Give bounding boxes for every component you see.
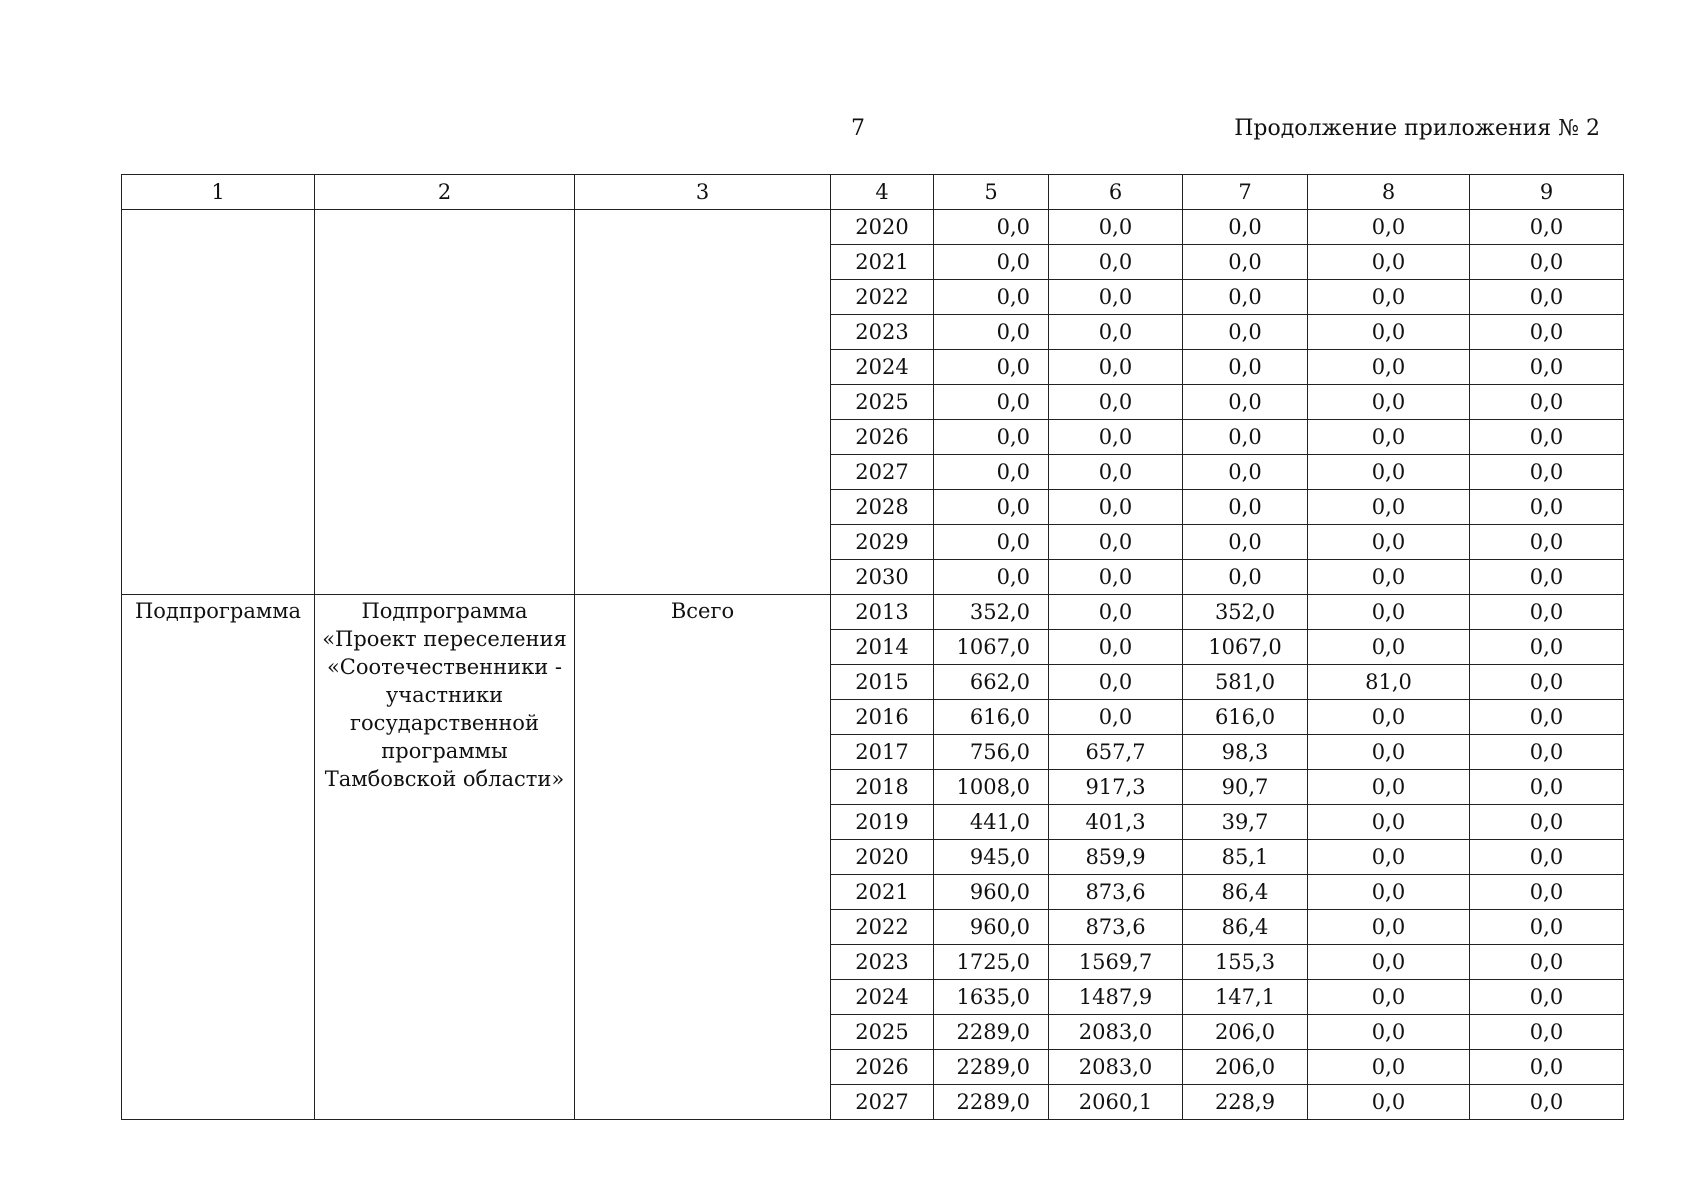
value-cell: 0,0 — [1308, 980, 1470, 1015]
value-cell: 0,0 — [1308, 945, 1470, 980]
value-cell: 0,0 — [1470, 875, 1624, 910]
value-cell: 0,0 — [1470, 210, 1624, 245]
total-cell: 616,0 — [934, 700, 1049, 735]
value-cell: 0,0 — [1049, 525, 1183, 560]
value-cell: 0,0 — [1308, 875, 1470, 910]
value-cell: 0,0 — [1049, 210, 1183, 245]
value-cell: 2060,1 — [1049, 1085, 1183, 1120]
year-cell: 2014 — [831, 630, 934, 665]
value-cell: 0,0 — [1470, 805, 1624, 840]
year-cell: 2029 — [831, 525, 934, 560]
column-header: 9 — [1470, 175, 1624, 210]
value-cell: 0,0 — [1049, 280, 1183, 315]
row-group-name: Подпрограмма «Проект переселения «Соотечественники - участники государственной программы Тамбовской области» — [315, 595, 575, 1120]
value-cell: 0,0 — [1470, 735, 1624, 770]
total-cell: 2289,0 — [934, 1085, 1049, 1120]
total-cell: 1725,0 — [934, 945, 1049, 980]
year-cell: 2019 — [831, 805, 934, 840]
year-cell: 2023 — [831, 945, 934, 980]
year-cell: 2015 — [831, 665, 934, 700]
value-cell: 0,0 — [1308, 1015, 1470, 1050]
year-cell: 2028 — [831, 490, 934, 525]
value-cell: 0,0 — [1308, 350, 1470, 385]
value-cell: 0,0 — [1183, 245, 1308, 280]
value-cell: 0,0 — [1308, 245, 1470, 280]
value-cell: 0,0 — [1308, 630, 1470, 665]
value-cell: 657,7 — [1049, 735, 1183, 770]
year-cell: 2027 — [831, 1085, 934, 1120]
value-cell: 0,0 — [1470, 245, 1624, 280]
value-cell: 0,0 — [1049, 245, 1183, 280]
value-cell: 0,0 — [1308, 210, 1470, 245]
value-cell: 0,0 — [1308, 1050, 1470, 1085]
total-cell: 2289,0 — [934, 1015, 1049, 1050]
year-cell: 2018 — [831, 770, 934, 805]
value-cell: 0,0 — [1470, 1050, 1624, 1085]
year-cell: 2027 — [831, 455, 934, 490]
year-cell: 2025 — [831, 1015, 934, 1050]
value-cell: 39,7 — [1183, 805, 1308, 840]
value-cell: 0,0 — [1470, 630, 1624, 665]
value-cell: 0,0 — [1470, 525, 1624, 560]
total-cell: 1635,0 — [934, 980, 1049, 1015]
total-cell: 2289,0 — [934, 1050, 1049, 1085]
table-row — [122, 595, 1624, 630]
value-cell: 352,0 — [1183, 595, 1308, 630]
year-cell: 2024 — [831, 350, 934, 385]
total-cell: 441,0 — [934, 805, 1049, 840]
year-cell: 2016 — [831, 700, 934, 735]
value-cell: 1569,7 — [1049, 945, 1183, 980]
value-cell: 0,0 — [1470, 945, 1624, 980]
year-cell: 2023 — [831, 315, 934, 350]
total-cell: 0,0 — [934, 560, 1049, 595]
column-header: 2 — [315, 175, 575, 210]
table-header-row — [122, 175, 1624, 210]
total-cell: 0,0 — [934, 455, 1049, 490]
column-header: 1 — [122, 175, 315, 210]
value-cell: 0,0 — [1049, 665, 1183, 700]
value-cell: 0,0 — [1470, 1015, 1624, 1050]
column-header: 7 — [1183, 175, 1308, 210]
value-cell: 0,0 — [1183, 455, 1308, 490]
value-cell: 0,0 — [1049, 455, 1183, 490]
value-cell: 0,0 — [1308, 805, 1470, 840]
value-cell: 0,0 — [1183, 315, 1308, 350]
value-cell: 0,0 — [1308, 700, 1470, 735]
budget-table — [121, 174, 1624, 1120]
value-cell: 0,0 — [1470, 350, 1624, 385]
value-cell: 616,0 — [1183, 700, 1308, 735]
value-cell: 1487,9 — [1049, 980, 1183, 1015]
total-cell: 0,0 — [934, 420, 1049, 455]
column-header: 8 — [1308, 175, 1470, 210]
value-cell: 98,3 — [1183, 735, 1308, 770]
table-body — [122, 210, 1624, 1120]
value-cell: 0,0 — [1308, 840, 1470, 875]
year-cell: 2021 — [831, 245, 934, 280]
value-cell: 0,0 — [1308, 280, 1470, 315]
value-cell: 0,0 — [1308, 455, 1470, 490]
value-cell: 859,9 — [1049, 840, 1183, 875]
total-cell: 352,0 — [934, 595, 1049, 630]
total-cell: 0,0 — [934, 525, 1049, 560]
value-cell: 90,7 — [1183, 770, 1308, 805]
value-cell: 0,0 — [1470, 1085, 1624, 1120]
row-group-type: Подпрограмма — [122, 595, 315, 1120]
total-cell: 0,0 — [934, 490, 1049, 525]
value-cell: 81,0 — [1308, 665, 1470, 700]
value-cell: 0,0 — [1470, 770, 1624, 805]
total-cell: 0,0 — [934, 315, 1049, 350]
column-header: 6 — [1049, 175, 1183, 210]
value-cell: 0,0 — [1308, 490, 1470, 525]
total-cell: 960,0 — [934, 910, 1049, 945]
value-cell: 0,0 — [1308, 910, 1470, 945]
year-cell: 2017 — [831, 735, 934, 770]
year-cell: 2030 — [831, 560, 934, 595]
row-group-source — [575, 210, 831, 595]
page-number: 7 — [851, 116, 865, 141]
value-cell: 0,0 — [1470, 560, 1624, 595]
value-cell: 917,3 — [1049, 770, 1183, 805]
value-cell: 0,0 — [1183, 350, 1308, 385]
column-header: 5 — [934, 175, 1049, 210]
value-cell: 0,0 — [1470, 385, 1624, 420]
year-cell: 2020 — [831, 210, 934, 245]
value-cell: 0,0 — [1308, 525, 1470, 560]
value-cell: 0,0 — [1183, 280, 1308, 315]
total-cell: 0,0 — [934, 280, 1049, 315]
value-cell: 2083,0 — [1049, 1050, 1183, 1085]
value-cell: 0,0 — [1049, 385, 1183, 420]
value-cell: 0,0 — [1183, 210, 1308, 245]
value-cell: 0,0 — [1308, 385, 1470, 420]
value-cell: 0,0 — [1049, 490, 1183, 525]
column-header: 3 — [575, 175, 831, 210]
value-cell: 0,0 — [1470, 595, 1624, 630]
value-cell: 0,0 — [1049, 560, 1183, 595]
value-cell: 2083,0 — [1049, 1015, 1183, 1050]
value-cell: 1067,0 — [1183, 630, 1308, 665]
value-cell: 873,6 — [1049, 910, 1183, 945]
value-cell: 581,0 — [1183, 665, 1308, 700]
value-cell: 228,9 — [1183, 1085, 1308, 1120]
value-cell: 0,0 — [1470, 420, 1624, 455]
value-cell: 0,0 — [1308, 770, 1470, 805]
total-cell: 756,0 — [934, 735, 1049, 770]
value-cell: 0,0 — [1308, 420, 1470, 455]
year-cell: 2022 — [831, 910, 934, 945]
year-cell: 2022 — [831, 280, 934, 315]
value-cell: 147,1 — [1183, 980, 1308, 1015]
value-cell: 0,0 — [1049, 315, 1183, 350]
value-cell: 0,0 — [1308, 560, 1470, 595]
value-cell: 86,4 — [1183, 910, 1308, 945]
total-cell: 0,0 — [934, 350, 1049, 385]
total-cell: 1008,0 — [934, 770, 1049, 805]
row-group-name — [315, 210, 575, 595]
value-cell: 0,0 — [1049, 350, 1183, 385]
value-cell: 0,0 — [1308, 735, 1470, 770]
value-cell: 86,4 — [1183, 875, 1308, 910]
value-cell: 0,0 — [1183, 560, 1308, 595]
year-cell: 2024 — [831, 980, 934, 1015]
value-cell: 0,0 — [1470, 315, 1624, 350]
value-cell: 85,1 — [1183, 840, 1308, 875]
value-cell: 0,0 — [1183, 385, 1308, 420]
value-cell: 0,0 — [1308, 1085, 1470, 1120]
column-header: 4 — [831, 175, 934, 210]
value-cell: 0,0 — [1183, 525, 1308, 560]
value-cell: 0,0 — [1049, 700, 1183, 735]
value-cell: 401,3 — [1049, 805, 1183, 840]
value-cell: 0,0 — [1470, 700, 1624, 735]
value-cell: 0,0 — [1470, 980, 1624, 1015]
value-cell: 0,0 — [1049, 630, 1183, 665]
total-cell: 0,0 — [934, 245, 1049, 280]
value-cell: 0,0 — [1470, 910, 1624, 945]
value-cell: 0,0 — [1308, 595, 1470, 630]
value-cell: 0,0 — [1470, 490, 1624, 525]
value-cell: 0,0 — [1470, 455, 1624, 490]
total-cell: 0,0 — [934, 210, 1049, 245]
value-cell: 0,0 — [1049, 420, 1183, 455]
total-cell: 1067,0 — [934, 630, 1049, 665]
value-cell: 0,0 — [1308, 315, 1470, 350]
table-row — [122, 210, 1624, 245]
year-cell: 2020 — [831, 840, 934, 875]
year-cell: 2025 — [831, 385, 934, 420]
value-cell: 0,0 — [1470, 840, 1624, 875]
row-group-type — [122, 210, 315, 595]
total-cell: 662,0 — [934, 665, 1049, 700]
value-cell: 873,6 — [1049, 875, 1183, 910]
value-cell: 0,0 — [1183, 490, 1308, 525]
year-cell: 2026 — [831, 1050, 934, 1085]
row-group-source: Всего — [575, 595, 831, 1120]
page-caption: Продолжение приложения № 2 — [1234, 116, 1600, 141]
value-cell: 0,0 — [1183, 420, 1308, 455]
total-cell: 960,0 — [934, 875, 1049, 910]
year-cell: 2013 — [831, 595, 934, 630]
year-cell: 2026 — [831, 420, 934, 455]
total-cell: 0,0 — [934, 385, 1049, 420]
value-cell: 0,0 — [1470, 280, 1624, 315]
value-cell: 206,0 — [1183, 1015, 1308, 1050]
value-cell: 0,0 — [1470, 665, 1624, 700]
year-cell: 2021 — [831, 875, 934, 910]
total-cell: 945,0 — [934, 840, 1049, 875]
value-cell: 206,0 — [1183, 1050, 1308, 1085]
value-cell: 155,3 — [1183, 945, 1308, 980]
value-cell: 0,0 — [1049, 595, 1183, 630]
